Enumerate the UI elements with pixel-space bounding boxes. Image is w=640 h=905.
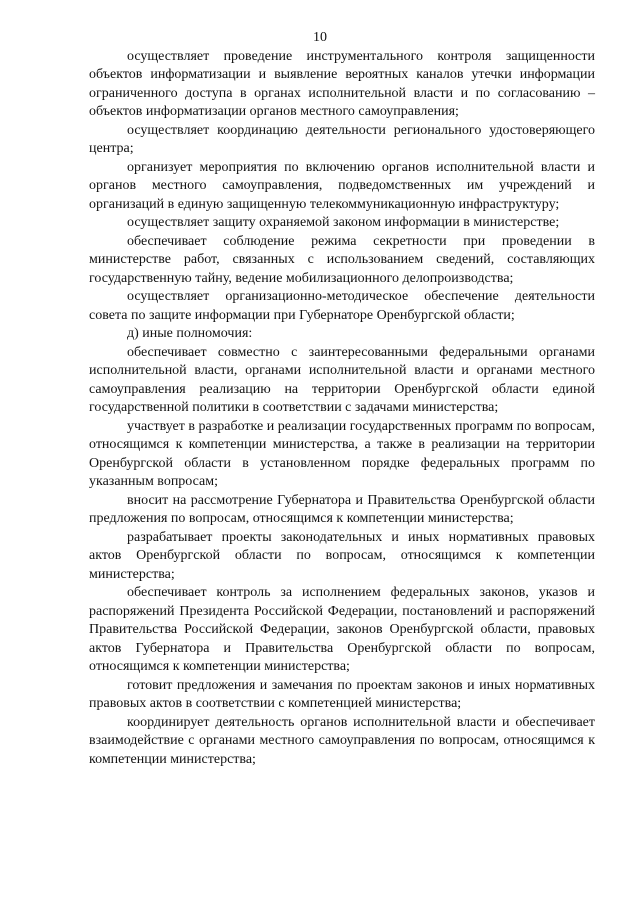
page-number: 10 bbox=[313, 30, 327, 45]
paragraph-certification-center: осуществляет координацию деятельности регионального удостоверяющего центра; bbox=[89, 122, 595, 157]
paragraph-draft-acts: разрабатывает проекты законодательных и иных нормативных правовых актов Оренбургской области по вопросам, относящимся к компетенции министерства; bbox=[89, 529, 595, 582]
paragraph-security-council: осуществляет организационно-методическое обеспечение деятельности совета по защите информации при Губернаторе Оренбургской области; bbox=[89, 289, 595, 323]
section-heading-other-powers: д) иные полномочия: bbox=[127, 326, 253, 342]
paragraph-information-protection: осуществляет защиту охраняемой законом информации в министерстве; bbox=[127, 215, 560, 231]
paragraph-secrecy-regime: обеспечивает соблюдение режима секретности при проведении в министерстве работ, связанных с использованием сведений, составляющих государственную тайну, ведение мобилизационного делопроизводства; bbox=[89, 233, 595, 286]
paragraph-state-policy: обеспечивает совместно с заинтересованными федеральными органами исполнительной власти, органами исполнительной власти и органами местного самоуправления реализацию на территории Оренбургской области единой государственной политики в соответствии с задачами министерства; bbox=[89, 344, 595, 416]
paragraph-coordination: координирует деятельность органов исполнительной власти и обеспечивает взаимодействие с органами местного самоуправления по вопросам, относящимся к компетенции министерства; bbox=[89, 714, 595, 767]
paragraph-remarks-on-drafts: готовит предложения и замечания по проектам законов и иных нормативных правовых актов в соответствии с компетенцией министерства; bbox=[89, 677, 595, 712]
paragraph-proposals-to-governor: вносит на рассмотрение Губернатора и Правительства Оренбургской области предложения по вопросам, относящимся к компетенции министерства; bbox=[89, 492, 595, 527]
body-text bbox=[89, 48, 595, 770]
paragraph-state-programs: участвует в разработке и реализации государственных программ по вопросам, относящимся к компетенции министерства, а также в реализации на территории Оренбургской области в установленном порядке федеральных программ по указанным вопросам; bbox=[89, 418, 595, 490]
paragraph-instrumental-control: осуществляет проведение инструментального контроля защищенности объектов информатизации и выявление вероятных каналов утечки информации ограниченного доступа в органах исполнительной власти и по согласованию – объектов информатизации органов местного самоуправления; bbox=[89, 48, 595, 120]
paragraph-telecom-infrastructure: организует мероприятия по включению органов исполнительной власти и органов местного самоуправления, подведомственных им учреждений и организаций в единую защищенную телекоммуникационную инфраструктуру; bbox=[89, 159, 595, 212]
paragraph-execution-control: обеспечивает контроль за исполнением федеральных законов, указов и распоряжений Президента Российской Федерации, постановлений и распоряжений Правительства Российской Федерации, законов Оренбургской области, правовых актов Губернатора и Правительства Оренбургской области по вопросам, относящимся к компетенции министерства; bbox=[89, 585, 595, 675]
